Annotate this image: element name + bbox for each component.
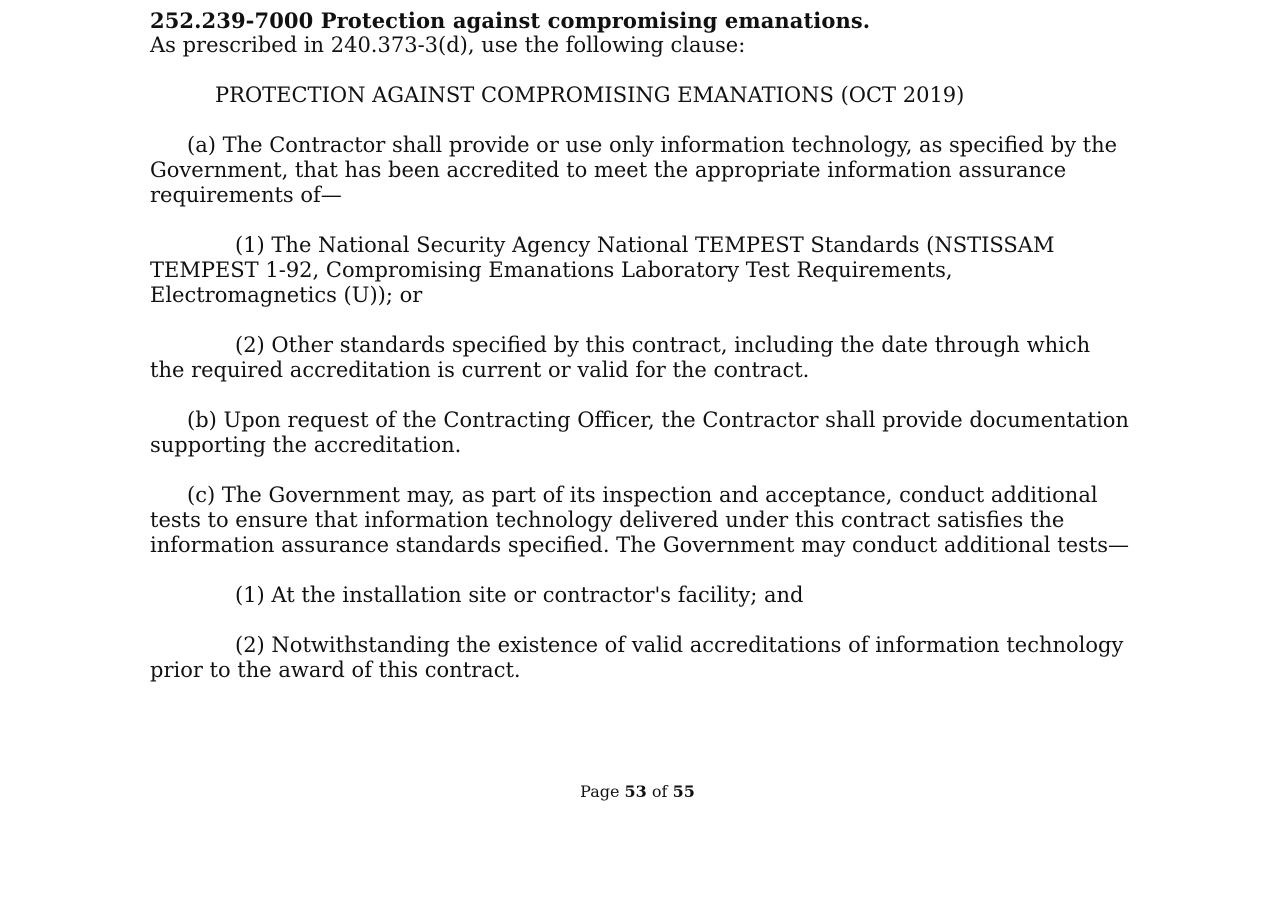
paragraph-c-1: (1) At the installation site or contractor's facility; and [235, 583, 804, 607]
clause-title: PROTECTION AGAINST COMPROMISING EMANATIONS (OCT 2019) [215, 83, 965, 107]
total-pages-number: 55 [672, 782, 695, 801]
paragraph-a: (a) The Contractor shall provide or use only information technology, as specified by the Government, that has been accredited to meet the appropriate information assurance requirements of— [150, 133, 1118, 207]
footer-page-word: Page [580, 782, 620, 801]
document-page [150, 8, 1130, 683]
intro-text: As prescribed in 240.373-3(d), use the following clause: [150, 33, 746, 57]
paragraph-b: (b) Upon request of the Contracting Officer, the Contractor shall provide documentation supporting the accreditation. [150, 408, 1129, 457]
paragraph-c-2: (2) Notwithstanding the existence of valid accreditations of information technology prior to the award of this contract. [150, 633, 1124, 682]
current-page-number: 53 [624, 782, 647, 801]
paragraph-c: (c) The Government may, as part of its inspection and acceptance, conduct additional tests to ensure that information technology delivered under this contract satisfies the information assurance standards specified. The Government may conduct additional tests— [150, 483, 1130, 557]
footer-of-word: of [651, 782, 668, 801]
paragraph-a-2: (2) Other standards specified by this contract, including the date through which the required accreditation is current or valid for the contract. [150, 333, 1091, 382]
section-heading: 252.239-7000 Protection against compromising emanations. [150, 8, 871, 33]
paragraph-a-1: (1) The National Security Agency National TEMPEST Standards (NSTISSAM TEMPEST 1-92, Compromising Emanations Laboratory Test Requirements, Electromagnetics (U)); or [150, 233, 1055, 307]
page-footer [0, 782, 1275, 802]
